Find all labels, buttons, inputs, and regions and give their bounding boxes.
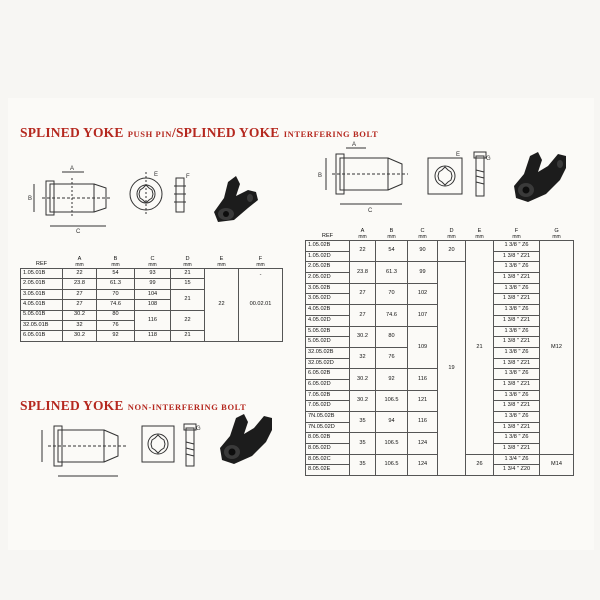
col-label: REF <box>321 233 334 240</box>
cell-b: 76 <box>376 347 408 368</box>
cell-ref: 4.05.01B <box>21 300 63 310</box>
cell-a: 30.2 <box>63 310 97 320</box>
heading-separator: / <box>171 125 176 140</box>
col-unit: mm <box>418 234 427 240</box>
cell-d: 22 <box>171 310 205 331</box>
dim-c-label: C <box>76 229 81 235</box>
cell-a: 27 <box>350 305 376 326</box>
cell-f: 1 3/4 " Z20 <box>494 465 540 476</box>
col-g <box>540 228 574 241</box>
cell-e-merged: 22 <box>205 269 239 342</box>
cell-f: 1 3/8 " Z21 <box>494 379 540 390</box>
cell-a: 30.2 <box>350 390 376 411</box>
dim-b-label: B <box>28 196 33 202</box>
table-row <box>306 262 574 273</box>
cell-f: 1 3/8 " Z21 <box>494 273 540 284</box>
cell-b: 70 <box>97 289 135 299</box>
cell-b: 92 <box>97 331 135 341</box>
cell-ref: 4.05.02B <box>306 305 350 316</box>
col-a <box>350 228 376 241</box>
cell-a: 35 <box>350 412 376 433</box>
cell-c: 116 <box>408 412 438 433</box>
cell-a: 32 <box>63 320 97 330</box>
cell-c: 102 <box>408 283 438 304</box>
cell-c: 99 <box>408 262 438 283</box>
heading-sub-2: INTERFERING BOLT <box>283 129 379 139</box>
table-row <box>21 269 283 279</box>
col-label: F <box>514 228 519 235</box>
cell-f: 1 3/8 " Z6 <box>494 326 540 337</box>
cell-f: 1 3/8 " Z6 <box>494 390 540 401</box>
spec-table-interfering <box>305 228 574 476</box>
cell-ref: 1.05.01B <box>21 269 63 279</box>
cell-ref: 8.05.02E <box>306 465 350 476</box>
cell-ref: 6.05.02B <box>306 369 350 380</box>
yoke-interfering-front-drawing <box>420 150 470 202</box>
cell-g-bottom: M14 <box>540 454 574 475</box>
cell-f: 1 3/8 " Z6 <box>494 262 540 273</box>
col-d <box>171 250 205 269</box>
cell-f-value: 00.02.01 <box>249 301 272 308</box>
col-unit: mm <box>387 234 396 240</box>
col-label: B <box>113 256 118 263</box>
cell-ref: 2.05.01B <box>21 279 63 289</box>
col-unit: mm <box>183 262 192 268</box>
col-label: D <box>185 256 190 263</box>
yoke-interfering-side-drawing <box>316 142 416 214</box>
col-e <box>466 228 494 241</box>
push-pin-drawing <box>170 172 194 222</box>
cell-b: 61.3 <box>376 262 408 283</box>
col-unit: mm <box>358 234 367 240</box>
col-c <box>135 250 171 269</box>
cell-ref: 7.05.02D <box>306 401 350 412</box>
cell-b: 74.6 <box>376 305 408 326</box>
cell-b: 106.5 <box>376 390 408 411</box>
cell-ref: 8.05.02D <box>306 444 350 455</box>
col-d <box>438 228 466 241</box>
cell-b: 54 <box>376 241 408 262</box>
cell-a: 35 <box>350 433 376 454</box>
col-label: A <box>77 256 82 263</box>
table-header-row <box>21 250 283 269</box>
col-ref <box>306 228 350 241</box>
dim-g-label-right: G <box>486 156 491 162</box>
cell-f: 1 3/8 " Z21 <box>494 358 540 369</box>
col-unit: mm <box>512 234 521 240</box>
heading-push-pin-interfering <box>20 124 378 142</box>
col-label: REF <box>35 261 48 268</box>
cell-a: 23.8 <box>350 262 376 283</box>
cell-f: 1 3/8 " Z6 <box>494 369 540 380</box>
dim-g-label-bottom: G <box>196 426 201 432</box>
col-f <box>494 228 540 241</box>
cell-a: 30.2 <box>350 369 376 390</box>
cell-ref: 6.05.02D <box>306 379 350 390</box>
cell-e-bottom: 26 <box>466 454 494 475</box>
col-label: B <box>389 228 394 235</box>
yoke-photo-2 <box>508 146 574 212</box>
col-unit: mm <box>111 262 120 268</box>
spec-table-push-pin <box>20 250 283 342</box>
yoke-side-view-drawing <box>24 164 122 234</box>
cell-ref: 2.05.02B <box>306 262 350 273</box>
heading-title-2: SPLINED YOKE <box>175 125 280 140</box>
cell-c: 99 <box>135 279 171 289</box>
cell-ref: 3.05.01B <box>21 289 63 299</box>
dim-f-label-left: F <box>186 174 190 180</box>
col-b <box>97 250 135 269</box>
cell-d: 21 <box>171 269 205 279</box>
yoke-non-interfering-side-drawing <box>30 412 132 482</box>
cell-a: 32 <box>350 347 376 368</box>
cell-ref: 7N.05.02D <box>306 422 350 433</box>
cell-b: 70 <box>376 283 408 304</box>
cell-ref: 6.05.01B <box>21 331 63 341</box>
cell-ref: 32.05.01B <box>21 320 63 330</box>
non-interfering-bolt-drawing <box>180 420 202 474</box>
cell-ref: 1.05.02D <box>306 251 350 262</box>
cell-f: 1 3/8 " Z21 <box>494 422 540 433</box>
yoke-photo-3 <box>214 408 280 474</box>
col-label: D <box>449 228 454 235</box>
col-label: A <box>360 228 365 235</box>
cell-a: 23.8 <box>63 279 97 289</box>
cell-f: 1 3/8 " Z21 <box>494 401 540 412</box>
cell-a: 30.2 <box>350 326 376 347</box>
cell-ref: 5.05.01B <box>21 310 63 320</box>
col-label: G <box>554 228 559 235</box>
cell-a: 27 <box>63 300 97 310</box>
cell-c: 124 <box>408 454 438 475</box>
cell-c: 108 <box>135 300 171 310</box>
cell-f: 1 3/8 " Z21 <box>494 251 540 262</box>
cell-b: 94 <box>376 412 408 433</box>
col-unit: mm <box>256 262 265 268</box>
cell-e-main: 21 <box>466 241 494 455</box>
cell-c: 116 <box>408 369 438 390</box>
col-ref <box>21 250 63 269</box>
col-c <box>408 228 438 241</box>
yoke-non-interfering-front-drawing <box>136 420 180 470</box>
cell-a: 22 <box>350 241 376 262</box>
cell-c: 107 <box>408 305 438 326</box>
col-label: E <box>219 256 224 263</box>
cell-c: 109 <box>408 326 438 369</box>
cell-c: 90 <box>408 241 438 262</box>
dim-e-label-left: E <box>154 172 159 178</box>
cell-c: 104 <box>135 289 171 299</box>
col-f <box>239 250 283 269</box>
dim-b-label-right: B <box>318 173 323 179</box>
cell-ref: 4.05.02D <box>306 315 350 326</box>
cell-d-main: 19 <box>438 262 466 476</box>
cell-f: 1 3/8 " Z6 <box>494 241 540 252</box>
col-e <box>205 250 239 269</box>
cell-ref: 7.05.02B <box>306 390 350 401</box>
cell-f: 1 3/8 " Z6 <box>494 305 540 316</box>
heading-sub-1: PUSH PIN <box>127 129 172 139</box>
table-header-row <box>306 228 574 241</box>
cell-f: 1 3/8 " Z6 <box>494 283 540 294</box>
col-unit: mm <box>475 234 484 240</box>
cell-ref: 32.05.02B <box>306 347 350 358</box>
cell-b: 61.3 <box>97 279 135 289</box>
cell-ref: 8.05.02B <box>306 433 350 444</box>
cell-f: 1 3/8 " Z6 <box>494 347 540 358</box>
yoke-front-view-drawing <box>124 168 170 220</box>
col-unit: mm <box>217 262 226 268</box>
cell-d: 15 <box>171 279 205 289</box>
col-label: C <box>150 256 155 263</box>
cell-f: 1 3/4 " Z6 <box>494 454 540 465</box>
cell-b: 76 <box>97 320 135 330</box>
cell-d: 21 <box>171 289 205 310</box>
dim-c-label-right: C <box>368 208 373 214</box>
cell-b: 106.5 <box>376 454 408 475</box>
col-a <box>63 250 97 269</box>
cell-a: 22 <box>63 269 97 279</box>
col-label: F <box>258 256 263 263</box>
cell-b: 80 <box>97 310 135 320</box>
cell-c: 93 <box>135 269 171 279</box>
cell-f: 1 3/8 " Z21 <box>494 294 540 305</box>
cell-g-main: M12 <box>540 241 574 455</box>
interfering-bolt-drawing <box>468 150 494 206</box>
cell-ref: 5.05.02D <box>306 337 350 348</box>
cell-c: 116 <box>135 310 171 331</box>
col-label: E <box>477 228 482 235</box>
cell-f-merged <box>239 269 283 342</box>
cell-ref: 5.05.02B <box>306 326 350 337</box>
table-row <box>306 241 574 252</box>
cell-d-top: 20 <box>438 241 466 262</box>
col-b <box>376 228 408 241</box>
yoke-photo-1 <box>204 168 266 230</box>
cell-ref: 7N.05.02B <box>306 412 350 423</box>
dim-e-label-right: E <box>456 152 461 158</box>
dim-a-label-right: A <box>352 142 357 148</box>
heading-title-1: SPLINED YOKE <box>20 125 124 140</box>
cell-b: 92 <box>376 369 408 390</box>
cell-b: 74.6 <box>97 300 135 310</box>
heading-title-3: SPLINED YOKE <box>20 398 124 413</box>
col-unit: mm <box>552 234 561 240</box>
cell-f: 1 3/8 " Z6 <box>494 412 540 423</box>
cell-ref: 8.05.02C <box>306 454 350 465</box>
col-label: C <box>420 228 425 235</box>
cell-ref: 32.05.02D <box>306 358 350 369</box>
cell-c: 121 <box>408 390 438 411</box>
col-unit: mm <box>75 262 84 268</box>
cell-a: 27 <box>350 283 376 304</box>
heading-sub-3: NON-INTERFERING BOLT <box>127 402 247 412</box>
dim-a-label: A <box>70 166 75 172</box>
cell-a: 27 <box>63 289 97 299</box>
cell-c: 118 <box>135 331 171 341</box>
cell-a: 35 <box>350 454 376 475</box>
cell-f: 1 3/8 " Z21 <box>494 315 540 326</box>
cell-d: 21 <box>171 331 205 341</box>
col-unit: mm <box>148 262 157 268</box>
cell-ref: 3.05.02D <box>306 294 350 305</box>
cell-b: 106.5 <box>376 433 408 454</box>
cell-b: 54 <box>97 269 135 279</box>
cell-b: 80 <box>376 326 408 347</box>
cell-ref: 2.05.02D <box>306 273 350 284</box>
cell-a: 30.2 <box>63 331 97 341</box>
cell-ref: 1.05.02B <box>306 241 350 252</box>
cell-f-dash: - <box>259 272 262 278</box>
cell-c: 124 <box>408 433 438 454</box>
cell-f: 1 3/8 " Z6 <box>494 433 540 444</box>
cell-ref: 3.05.02B <box>306 283 350 294</box>
cell-f: 1 3/8 " Z21 <box>494 337 540 348</box>
col-unit: mm <box>447 234 456 240</box>
cell-f: 1 3/8 " Z21 <box>494 444 540 455</box>
